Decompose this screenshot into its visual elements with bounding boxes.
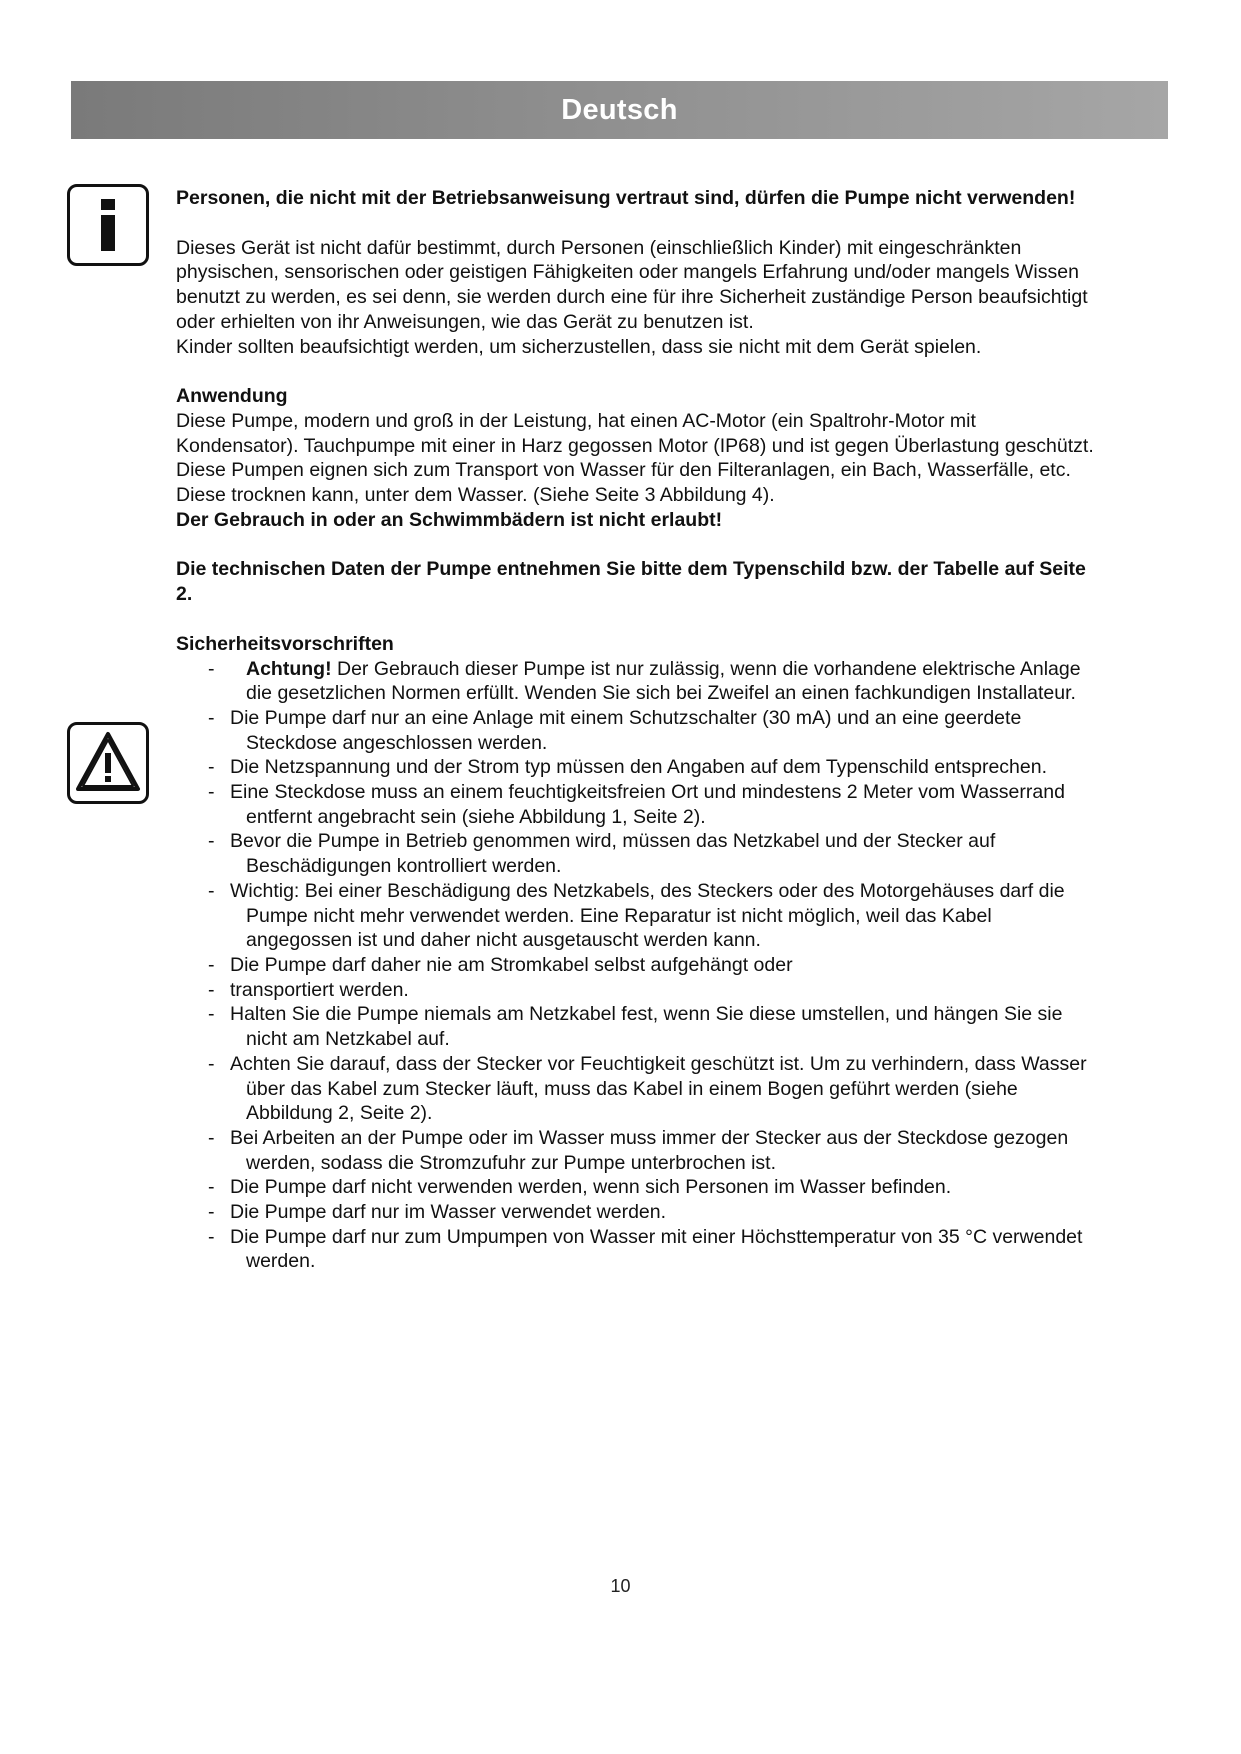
warning-triangle-icon: [67, 722, 149, 804]
safety-item-text: Die Pumpe darf nur im Wasser verwendet werden.: [230, 1201, 667, 1224]
safety-item: [176, 829, 1096, 878]
safety-item: [176, 953, 1096, 978]
safety-item-text: Die Netzspannung und der Strom typ müssen den Angaben auf dem Typenschild entsprechen.: [230, 756, 1047, 779]
header-title: Deutsch: [561, 93, 678, 126]
safety-item-text: Der Gebrauch dieser Pumpe ist nur zulässig, wenn die vorhandene elektrische Anlage die gesetzlichen Normen erfüllt. Wenden Sie sich bei Zweifel an einen fachkundigen Installateur.: [246, 657, 1081, 705]
safety-item-text: Bei Arbeiten an der Pumpe oder im Wasser muss immer der Stecker aus der Steckdose gezogen werden, sodass die Stromzufuhr zur Pumpe unterbrochen ist.: [230, 1126, 1069, 1174]
safety-item: [176, 978, 1096, 1003]
list-dash: -: [208, 1052, 215, 1075]
list-dash: -: [208, 1225, 215, 1248]
list-dash: -: [208, 830, 215, 853]
safety-item: [176, 706, 1096, 755]
list-dash: -: [208, 978, 215, 1001]
safety-item: [176, 1225, 1096, 1274]
safety-item: [176, 1200, 1096, 1225]
info-icon: [67, 184, 149, 266]
list-dash: -: [208, 879, 215, 902]
safety-item-text: Die Pumpe darf nicht verwenden werden, wenn sich Personen im Wasser befinden.: [230, 1176, 952, 1199]
safety-heading: Sicherheitsvorschriften: [176, 632, 394, 655]
list-dash: -: [208, 706, 215, 729]
swimming-pool-warning: Der Gebrauch in oder an Schwimmbädern ist nicht erlaubt!: [176, 508, 723, 531]
list-dash: -: [208, 781, 215, 804]
intro-paragraph-2: Kinder sollten beaufsichtigt werden, um sicherzustellen, dass sie nicht mit dem Gerät spielen.: [176, 335, 982, 358]
safety-item-text: Die Pumpe darf daher nie am Stromkabel selbst aufgehängt oder: [230, 953, 793, 976]
safety-item-text: Achten Sie darauf, dass der Stecker vor Feuchtigkeit geschützt ist. Um zu verhindern, dass Wasser über das Kabel zum Stecker läuft, muss das Kabel in einem Bogen geführt werden (siehe Abbildung 2, Seite 2).: [230, 1052, 1087, 1125]
list-dash: -: [208, 1126, 215, 1149]
safety-item: [176, 879, 1096, 953]
safety-item: [176, 1002, 1096, 1051]
language-header-bar: [71, 81, 1168, 139]
safety-item: [176, 1175, 1096, 1200]
safety-item: [176, 1126, 1096, 1175]
safety-item: [176, 657, 1096, 706]
technical-data-note: Die technischen Daten der Pumpe entnehmen Sie bitte dem Typenschild bzw. der Tabelle auf Seite 2.: [176, 558, 1086, 606]
safety-item-text: Halten Sie die Pumpe niemals am Netzkabel fest, wenn Sie diese umstellen, und hängen Sie sie nicht am Netzkabel auf.: [230, 1003, 1063, 1051]
page-number: 10: [610, 1576, 631, 1596]
safety-item-text: Eine Steckdose muss an einem feuchtigkeitsfreien Ort und mindestens 2 Meter vom Wasserrand entfernt angebracht sein (siehe Abbildung 1, Seite 2).: [230, 781, 1065, 828]
list-dash: -: [208, 953, 215, 976]
anwendung-paragraph-1: Diese Pumpe, modern und groß in der Leistung, hat einen AC-Motor (ein Spaltrohr-Motor mit Kondensator). Tauchpumpe mit einer in Harz gegossen Motor (IP68) und ist gegen Überlastung geschützt.: [176, 409, 1094, 457]
anwendung-paragraph-2: Diese Pumpen eignen sich zum Transport von Wasser für den Filteranlagen, ein Bach, Wasserfälle, etc. Diese trocknen kann, unter dem Wasser. (Siehe Seite 3 Abbildung 4).: [176, 459, 1071, 507]
safety-item-text: Die Pumpe darf nur an eine Anlage mit einem Schutzschalter (30 mA) und an eine geerdete Steckdose angeschlossen werden.: [230, 706, 1022, 754]
list-dash: -: [208, 756, 215, 779]
document-body: [176, 186, 1096, 1274]
safety-item: [176, 755, 1096, 780]
intro-paragraph-1: Dieses Gerät ist nicht dafür bestimmt, durch Personen (einschließlich Kinder) mit eingeschränkten physischen, sensorischen oder geistigen Fähigkeiten oder mangels Erfahrung und/oder mangels Wissen benutzt zu werden, es sei denn, sie werden durch eine für ihre Sicherheit zuständige Person beaufsichtigt oder erhielten von ihr Anweisungen, wie das Gerät zu benutzen ist.: [176, 236, 1088, 333]
intro-warning-heading: Personen, die nicht mit der Betriebsanweisung vertraut sind, dürfen die Pumpe nicht verwenden!: [176, 187, 1076, 209]
list-dash: -: [208, 1176, 215, 1199]
safety-item: [176, 1052, 1096, 1126]
safety-item: [176, 780, 1096, 829]
achtung-label: Achtung!: [246, 657, 332, 680]
safety-item-text: transportiert werden.: [230, 978, 409, 1001]
list-dash: -: [208, 657, 215, 680]
safety-item-text: Die Pumpe darf nur zum Umpumpen von Wasser mit einer Höchsttemperatur von 35 °C verwendet werden.: [230, 1225, 1083, 1273]
list-dash: -: [208, 1201, 215, 1224]
anwendung-heading: Anwendung: [176, 385, 288, 408]
safety-item-text: Bevor die Pumpe in Betrieb genommen wird, müssen das Netzkabel und der Stecker auf Beschädigungen kontrolliert werden.: [230, 830, 996, 878]
safety-item-text: Wichtig: Bei einer Beschädigung des Netzkabels, des Steckers oder des Motorgehäuses darf die Pumpe nicht mehr verwendet werden. Eine Reparatur ist nicht möglich, weil das Kabel angegossen ist und daher nicht ausgetauscht werden kann.: [230, 879, 1065, 952]
safety-list: [176, 657, 1096, 1275]
list-dash: -: [208, 1003, 215, 1026]
